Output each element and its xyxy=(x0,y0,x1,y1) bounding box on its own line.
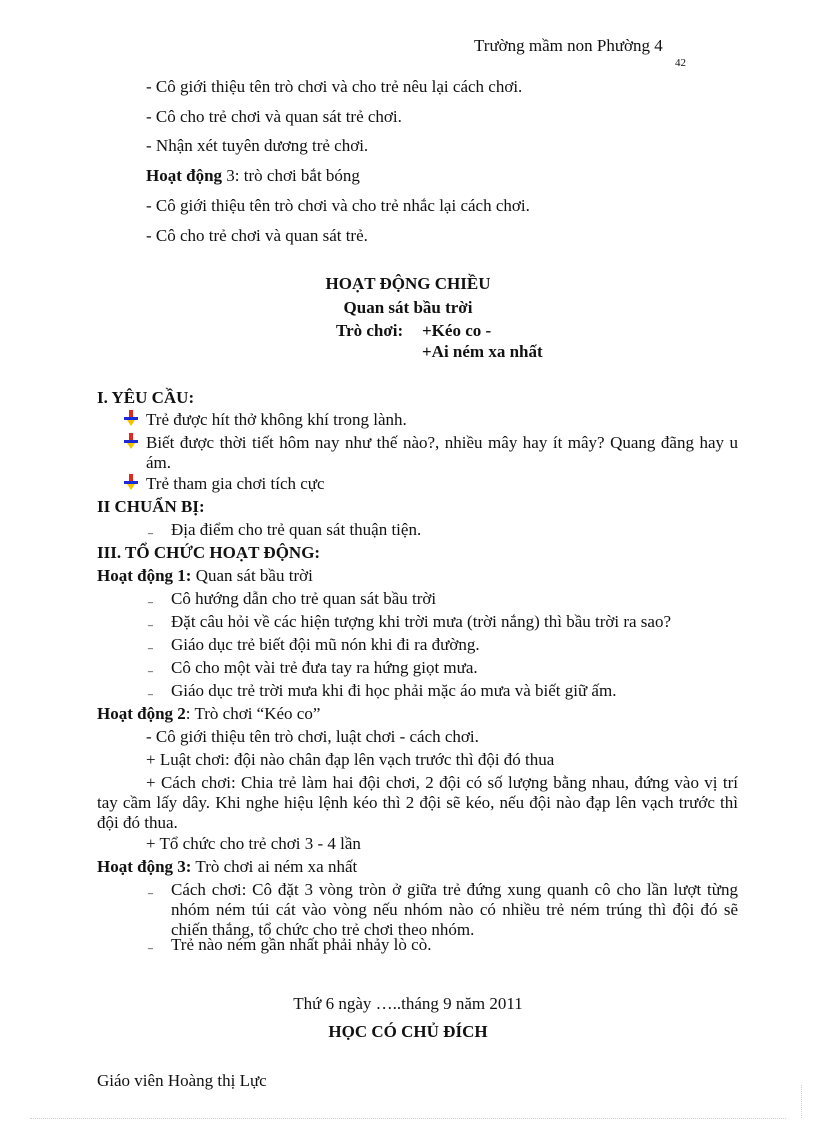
dash-bullet-icon: ₋ xyxy=(147,524,154,539)
afternoon-title: HOẠT ĐỘNG CHIỀU xyxy=(325,274,491,293)
intro-line-1: - Cô giới thiệu tên trò chơi và cho trẻ nêu lại cách chơi. xyxy=(146,77,523,96)
dash-bullet-icon: ₋ xyxy=(147,884,154,899)
hd2-heading xyxy=(97,704,320,724)
arrow-bullet-icon xyxy=(124,433,138,449)
arrow-bullet-icon xyxy=(124,474,138,490)
page-number: 42 xyxy=(675,57,686,69)
section2-item-1: Địa điểm cho trẻ quan sát thuận tiện. xyxy=(171,520,422,539)
lesson-title: HỌC CÓ CHỦ ĐÍCH xyxy=(328,1022,488,1041)
hd2-line-1: - Cô giới thiệu tên trò chơi, luật chơi - cách chơi. xyxy=(146,727,479,746)
hd1-item-5: Giáo dục trẻ trời mưa khi đi học phải mặc áo mưa và biết giữ ấm. xyxy=(171,681,617,700)
hd3-item-2: Trẻ nào ném gần nhất phải nhảy lò cò. xyxy=(171,935,432,954)
hd2-rest: : Trò chơi “Kéo co” xyxy=(185,704,321,723)
hd3-top-item-2: - Cô cho trẻ chơi và quan sát trẻ. xyxy=(146,226,368,245)
school-name: Trường mầm non Phường 4 xyxy=(474,36,663,55)
hd3-top-heading xyxy=(146,166,360,186)
section3-heading: III. TỔ CHỨC HOẠT ĐỘNG: xyxy=(97,543,321,562)
hd3-top-label: Hoạt động xyxy=(146,166,223,185)
hd3-top-rest: 3: trò chơi bắt bóng xyxy=(222,166,360,185)
afternoon-subtitle: Quan sát bầu trời xyxy=(343,298,473,317)
afternoon-game-2: +Ai ném xa nhất xyxy=(422,342,543,361)
section1-item-3: Trẻ tham gia chơi tích cực xyxy=(146,474,325,493)
hd2-line-2: + Luật chơi: đội nào chân đạp lên vạch trước thì đội đó thua xyxy=(146,750,555,769)
hd1-heading xyxy=(97,566,313,586)
section1-item-1: Trẻ được hít thở không khí trong lành. xyxy=(146,410,407,429)
hd2-label: Hoạt động 2 xyxy=(97,704,186,723)
section1-heading: I. YÊU CẦU: xyxy=(97,388,195,407)
afternoon-game-1: +Kéo co - xyxy=(422,321,492,340)
hd3-label: Hoạt động 3: xyxy=(97,857,192,876)
hd2-line-3: + Cách chơi: Chia trẻ làm hai đội chơi, 2 đội có số lượng bằng nhau, đứng vào vị trí tay cầm lấy dây. Khi nghe hiệu lệnh kéo thì 2 đội sẽ kéo, nếu đội nào đạp lên vạch trước thì đội đó thua. xyxy=(97,773,738,832)
page-border-mark xyxy=(801,1085,802,1118)
hd1-item-2: Đặt câu hỏi về các hiện tượng khi trời mưa (trời nắng) thì bầu trời ra sao? xyxy=(171,612,672,631)
dash-bullet-icon: ₋ xyxy=(147,639,154,654)
arrow-bullet-icon xyxy=(124,410,138,426)
hd1-item-3: Giáo dục trẻ biết đội mũ nón khi đi ra đường. xyxy=(171,635,480,654)
hd3-item-1: Cách chơi: Cô đặt 3 vòng tròn ở giữa trẻ đứng xung quanh cô cho lần lượt từng nhóm ném túi cát vào vòng nếu nhóm nào có nhiều trẻ ném trúng thì đội đó sẽ chiến thắng, tổ chức cho trẻ chơi theo nhóm. xyxy=(171,880,738,939)
dash-bullet-icon: ₋ xyxy=(147,593,154,608)
hd1-label: Hoạt động 1: xyxy=(97,566,192,585)
teacher-footer: Giáo viên Hoàng thị Lực xyxy=(97,1071,267,1090)
section2-heading: II CHUẨN BỊ: xyxy=(97,497,205,516)
hd3-heading xyxy=(97,857,357,877)
footer-divider xyxy=(30,1118,786,1119)
hd3-rest: Trò chơi ai ném xa nhất xyxy=(191,857,358,876)
intro-line-3: - Nhận xét tuyên dương trẻ chơi. xyxy=(146,136,369,155)
hd2-line-4: + Tổ chức cho trẻ chơi 3 - 4 lần xyxy=(146,834,361,853)
dash-bullet-icon: ₋ xyxy=(147,616,154,631)
hd3-top-item-1: - Cô giới thiệu tên trò chơi và cho trẻ nhắc lại cách chơi. xyxy=(146,196,530,215)
hd1-item-1: Cô hướng dẫn cho trẻ quan sát bầu trời xyxy=(171,589,437,608)
dash-bullet-icon: ₋ xyxy=(147,939,154,954)
date-line: Thứ 6 ngày …..tháng 9 năm 2011 xyxy=(293,994,523,1013)
dash-bullet-icon: ₋ xyxy=(147,662,154,677)
hd1-rest: Quan sát bầu trời xyxy=(191,566,313,585)
intro-line-2: - Cô cho trẻ chơi và quan sát trẻ chơi. xyxy=(146,107,402,126)
dash-bullet-icon: ₋ xyxy=(147,685,154,700)
hd1-item-4: Cô cho một vài trẻ đưa tay ra hứng giọt mưa. xyxy=(171,658,478,677)
afternoon-game-label: Trò chơi: xyxy=(336,321,404,340)
section1-item-2: Biết được thời tiết hôm nay như thế nào?, nhiều mây hay ít mây? Quang đãng hay u ám. xyxy=(146,433,738,472)
